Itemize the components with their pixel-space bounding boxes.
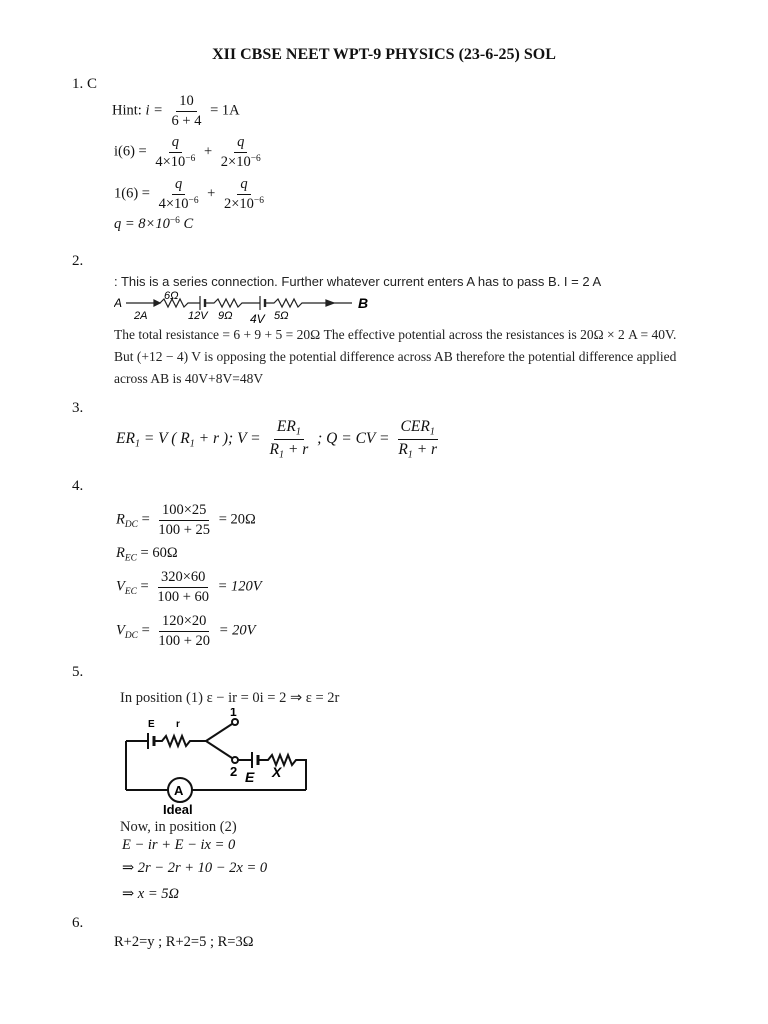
numerator: ER	[276, 418, 296, 435]
den-base: 2×10	[223, 195, 254, 212]
q1-hint-line	[112, 93, 240, 129]
den-rest: + r	[412, 441, 438, 459]
q5-eq-1: E − ir + E − ix = 0	[122, 837, 236, 853]
sub-1: 1	[134, 438, 140, 450]
fraction	[154, 569, 212, 605]
label-e2: E	[245, 769, 255, 785]
den-r: R	[398, 441, 408, 459]
numerator: CER	[400, 418, 430, 435]
fraction	[155, 502, 213, 538]
q1-result-current: = 1A	[210, 102, 240, 119]
sub-1: 1	[295, 426, 301, 438]
den-base: 4×10	[158, 195, 189, 212]
sub-dc: DC	[124, 630, 138, 641]
numerator: q	[169, 134, 182, 153]
fraction-b	[221, 176, 267, 213]
rhs: = 60Ω	[140, 545, 178, 561]
r: R	[116, 511, 125, 528]
label-v1: 12V	[188, 310, 208, 322]
r: R	[116, 545, 125, 561]
q6-line: R+2=y ; R+2=5 ; R=3Ω	[114, 934, 254, 950]
eq: =	[140, 578, 149, 595]
numerator: 100×25	[159, 502, 209, 521]
fraction-a	[152, 134, 198, 171]
sub-dc: DC	[124, 519, 138, 530]
v: V	[116, 622, 125, 639]
den-exp: −6	[250, 153, 261, 164]
label-current: 2A	[134, 310, 148, 322]
q2-line-3: But (+12 − 4) V is opposing the potential difference across AB therefore the potential difference applied	[114, 349, 677, 364]
numerator: 10	[176, 93, 197, 112]
denominator: 100 + 20	[158, 632, 211, 649]
sub-ec: EC	[124, 553, 137, 564]
label-2: 2	[230, 764, 238, 779]
q4-number: 4.	[72, 478, 84, 494]
q1-result	[114, 216, 193, 233]
q4-rdc	[116, 502, 256, 538]
q1-line-2	[114, 134, 266, 171]
den-exp: −6	[188, 195, 199, 206]
numerator: q	[237, 176, 250, 195]
eq: =	[141, 622, 150, 639]
q3-equation	[116, 418, 442, 461]
q4-vec	[116, 569, 262, 605]
label-r: r	[176, 719, 180, 730]
denominator: 100 + 60	[157, 588, 210, 605]
q5-eq-2: ⇒ 2r − 2r + 10 − 2x = 0	[122, 860, 268, 876]
eq: =	[141, 511, 150, 528]
result-exp: −6	[169, 216, 180, 226]
sub-1: 1	[278, 449, 284, 461]
q1-fraction-1	[169, 93, 205, 129]
q1-line-3	[114, 176, 269, 213]
label-r1: 6Ω	[164, 290, 179, 302]
sub-1: 1	[429, 426, 435, 438]
q2-circuit-diagram	[114, 290, 374, 324]
label-r3: 5Ω	[274, 310, 289, 322]
q5-position-2: Now, in position (2)	[120, 819, 237, 835]
q5-number: 5.	[72, 664, 84, 680]
result-unit: C	[179, 216, 194, 233]
den-exp: −6	[185, 153, 196, 164]
numerator: 120×20	[159, 613, 209, 632]
label-x: X	[272, 764, 282, 780]
numerator: q	[172, 176, 185, 195]
sub-1: 1	[189, 438, 195, 450]
q5-position-1: In position (1) ε − ir = 0i = 2 ⇒ ε = 2r	[120, 690, 340, 706]
fraction-q	[395, 418, 440, 461]
lhs: 1(6) =	[114, 185, 150, 202]
rhs: = 20V	[218, 622, 256, 639]
den-rest: + r	[284, 441, 309, 459]
label-r2: 9Ω	[218, 310, 233, 322]
sub-ec: EC	[124, 586, 137, 597]
q2-line-4: across AB is 40V+8V=48V	[114, 371, 264, 386]
label-v2: 4V	[250, 312, 265, 324]
q2-line-2: The total resistance = 6 + 9 + 5 = 20Ω The effective potential across the resistances is 20Ω × 2 A = 40V.	[114, 327, 677, 342]
numerator: 320×60	[158, 569, 208, 588]
label-e: E	[148, 719, 155, 730]
fraction	[155, 613, 213, 649]
term-er: ER	[116, 430, 135, 448]
denominator: 100 + 25	[158, 521, 211, 538]
numerator: q	[234, 134, 247, 153]
q6-number: 6.	[72, 915, 84, 931]
v: V	[116, 578, 125, 595]
denominator: 6 + 4	[171, 112, 202, 129]
q5-circuit-diagram	[118, 708, 318, 818]
q4-vdc	[116, 613, 255, 649]
sub-1: 1	[407, 449, 413, 461]
label-a: A	[114, 296, 123, 310]
q2-number: 2.	[72, 253, 84, 269]
hint-label: Hint:	[112, 102, 142, 119]
term-v: = V ( R	[139, 430, 190, 448]
rhs: = 20Ω	[218, 511, 256, 528]
lhs: i(6) =	[114, 143, 147, 160]
rhs: = 120V	[217, 578, 262, 595]
plus: +	[203, 143, 213, 160]
plus: +	[207, 185, 216, 202]
den-exp: −6	[253, 195, 264, 206]
fraction-v	[267, 418, 312, 461]
label-b: B	[358, 295, 369, 311]
den-base: 4×10	[155, 153, 186, 170]
label-ideal: Ideal	[163, 802, 193, 817]
i-lhs: i =	[145, 102, 163, 119]
q5-eq-3: ⇒ x = 5Ω	[122, 886, 179, 902]
q1-number: 1. C	[72, 76, 98, 92]
result: q = 8×10	[114, 216, 170, 233]
den-base: 2×10	[220, 153, 251, 170]
fraction-a	[156, 176, 202, 213]
ammeter-label: A	[174, 783, 184, 798]
term-v-eq: + r ); V =	[194, 430, 261, 448]
den-r: R	[269, 441, 279, 459]
label-1: 1	[230, 708, 237, 719]
fraction-b	[218, 134, 264, 171]
q4-rec	[116, 545, 178, 563]
page-title: XII CBSE NEET WPT-9 PHYSICS (23-6-25) SOL	[212, 46, 556, 63]
q2-line-1: : This is a series connection. Further whatever current enters A has to pass B. I = 2 A	[114, 274, 602, 289]
term-q: ; Q = CV =	[317, 430, 390, 448]
q3-number: 3.	[72, 400, 84, 416]
